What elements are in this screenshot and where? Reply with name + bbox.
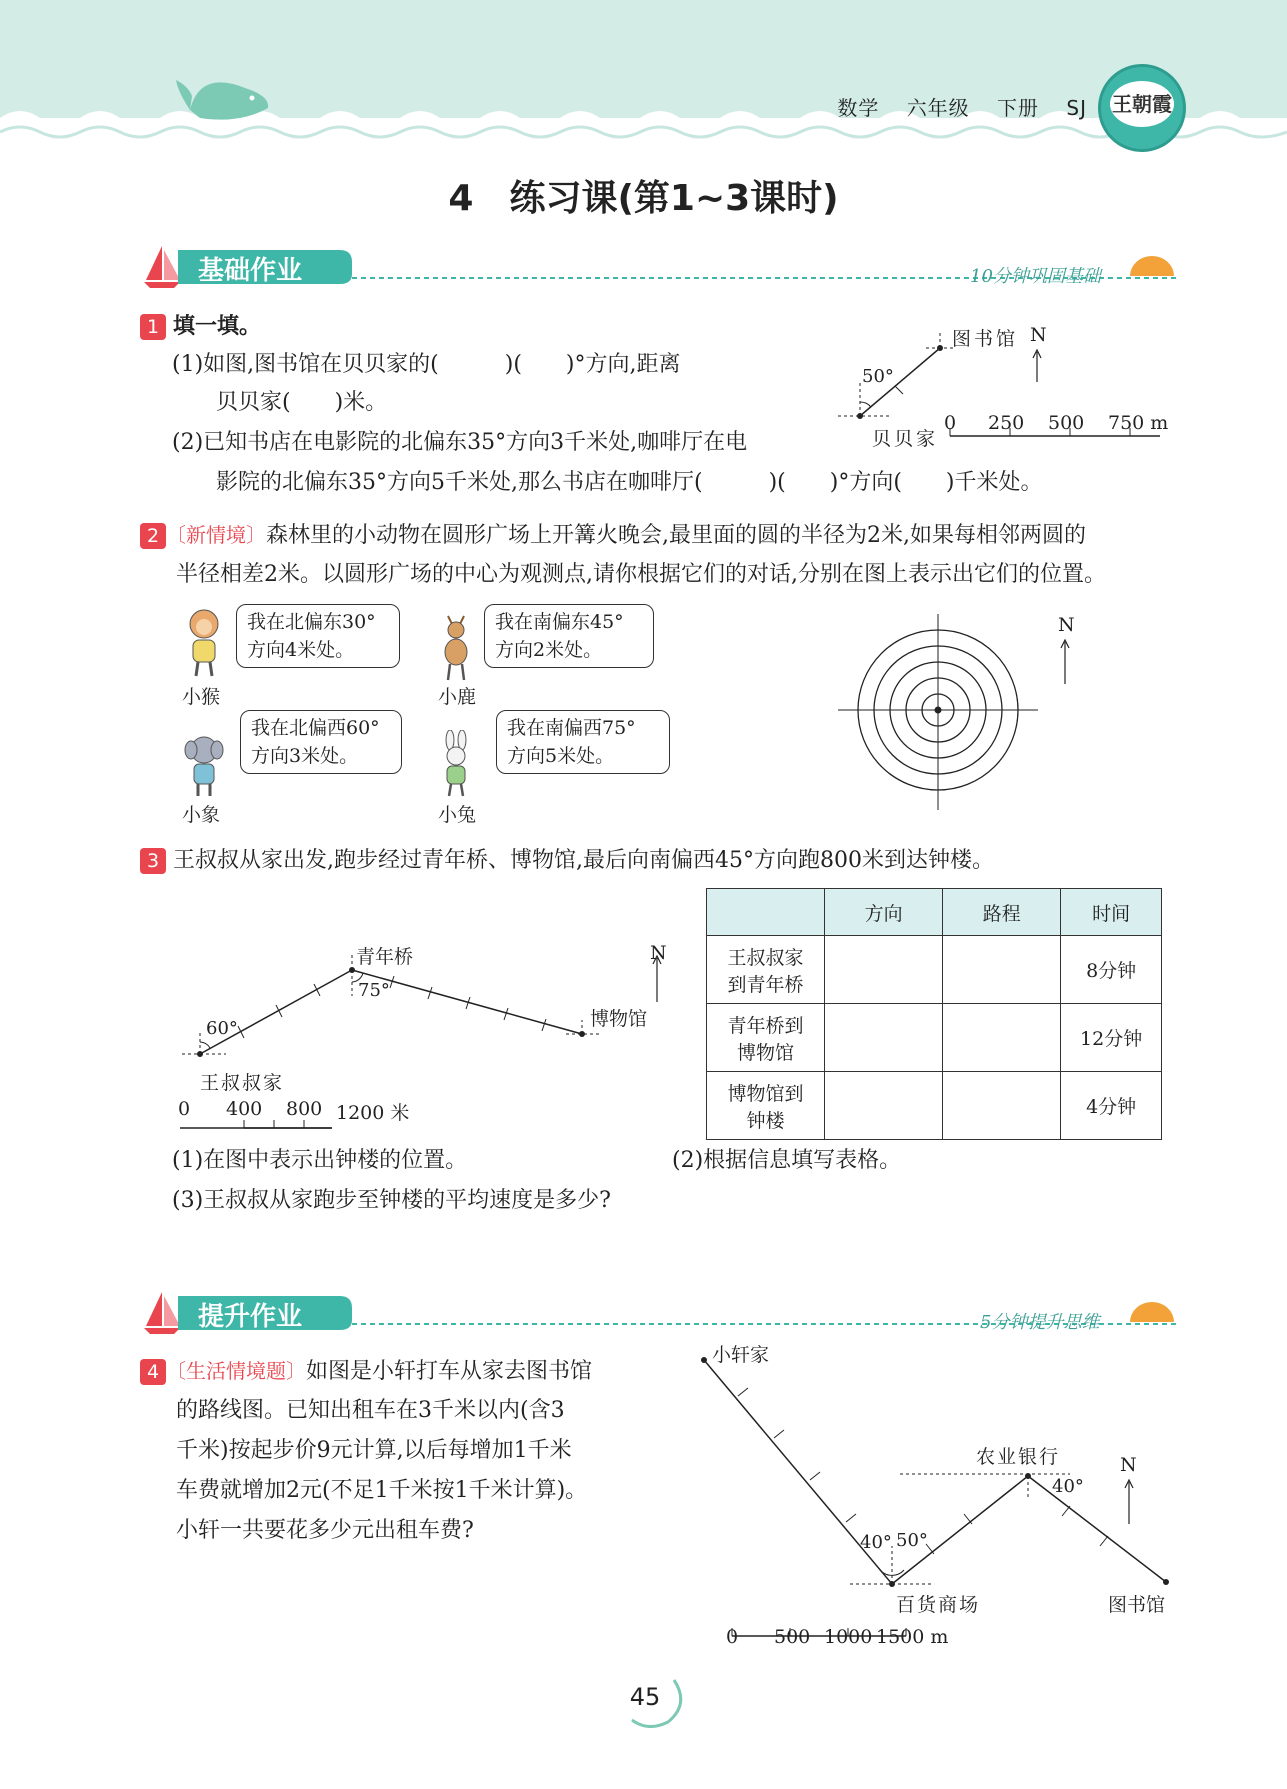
section-basic-label: 基础作业 <box>198 256 303 286</box>
table-cell-distance[interactable] <box>943 1004 1061 1072</box>
table-cell-direction[interactable] <box>825 1004 943 1072</box>
sun-icon <box>1130 1302 1174 1322</box>
q1-scale-250: 250 <box>988 412 1025 434</box>
row-label-line1: 博物馆到 <box>727 1082 804 1105</box>
rabbit-label: 小兔 <box>438 804 477 826</box>
table-row <box>707 1004 1162 1072</box>
q4-angle-c: 40° <box>1052 1476 1084 1497</box>
row-label-line2: 到青年桥 <box>727 973 804 996</box>
table-cell-direction[interactable] <box>825 1072 943 1140</box>
q1-prompt: 填一填。 <box>173 314 262 339</box>
elephant-label: 小象 <box>182 804 221 826</box>
table-row-label <box>707 1072 825 1140</box>
monkey-line1: 我在北偏东30° <box>247 611 376 633</box>
q1-scale-0: 0 <box>944 412 957 434</box>
volume-label: 下册 <box>997 96 1040 120</box>
logo-text: 王朝霞 <box>1110 81 1174 127</box>
q4-label-bank: 农业银行 <box>976 1446 1061 1468</box>
edition-label: SJ <box>1066 96 1087 120</box>
header-band <box>0 0 1287 150</box>
elephant-icon <box>184 734 224 798</box>
rabbit-line1: 我在南偏西75° <box>507 717 636 739</box>
table-cell-time: 12分钟 <box>1061 1004 1162 1072</box>
q1-part2-line1: (2)已知书店在电影院的北偏东35°方向3千米处,咖啡厅在电 <box>172 430 748 455</box>
q4-text-1: 如图是小轩打车从家去图书馆 <box>306 1359 593 1384</box>
rabbit-icon <box>436 730 476 798</box>
q1-scale-750: 750 m <box>1108 412 1169 434</box>
q1-part1-line2: 贝贝家( )米。 <box>216 390 388 415</box>
q4-text-3: 千米)按起步价9元计算,以后每增加1千米 <box>176 1438 572 1463</box>
q1-label-origin: 贝贝家 <box>872 428 939 450</box>
brand-logo <box>1098 64 1186 152</box>
deer-bubble <box>484 604 654 668</box>
q3-label-bridge: 青年桥 <box>356 946 414 968</box>
table-cell-distance[interactable] <box>943 936 1061 1004</box>
q3-scale-0: 0 <box>178 1098 191 1120</box>
q4-label-library: 图书馆 <box>1108 1594 1166 1616</box>
q4-scale-1500: 1500 m <box>876 1626 949 1648</box>
q3-scale-400: 400 <box>226 1098 263 1120</box>
row-label-line2: 钟楼 <box>746 1109 785 1132</box>
q3-sub3: (3)王叔叔从家跑步至钟楼的平均速度是多少? <box>172 1188 611 1213</box>
q1-heading <box>140 308 261 346</box>
table-row <box>707 936 1162 1004</box>
section-basic-tag: 10分钟巩固基础 <box>970 266 1101 287</box>
table-row <box>707 1072 1162 1140</box>
sun-icon <box>1130 256 1174 276</box>
q4-context: 〔生活情境题〕 <box>166 1359 306 1383</box>
concentric-circles-diagram <box>836 610 1056 820</box>
q1-scale-500: 500 <box>1048 412 1085 434</box>
table-cell-time: 4分钟 <box>1061 1072 1162 1140</box>
monkey-line2: 方向4米处。 <box>247 639 355 661</box>
q4-scale-500: 500 <box>774 1626 811 1648</box>
q4-scale-1000: 1000 <box>824 1626 873 1648</box>
q1-label-angle: 50° <box>862 366 894 387</box>
q4-number: 4 <box>140 1359 166 1385</box>
q1-label-library: 图书馆 <box>952 328 1019 350</box>
elephant-line1: 我在北偏西60° <box>251 717 380 739</box>
row-label-line1: 青年桥到 <box>727 1014 804 1037</box>
deer-line1: 我在南偏东45° <box>495 611 624 633</box>
q3-sub2: (2)根据信息填写表格。 <box>672 1148 902 1173</box>
monkey-label: 小猴 <box>182 686 221 708</box>
q4-text-4: 车费就增加2元(不足1千米按1千米计算)。 <box>176 1478 588 1503</box>
table-header-distance: 路程 <box>943 889 1061 936</box>
q3-text: 王叔叔从家出发,跑步经过青年桥、博物馆,最后向南偏西45°方向跑800米到达钟楼。 <box>173 848 994 873</box>
section-advanced-tag: 5分钟提升思维 <box>980 1312 1100 1333</box>
monkey-icon <box>184 606 224 680</box>
q1-label-north: N <box>1030 324 1047 346</box>
q3-number: 3 <box>140 848 166 874</box>
q2-line1 <box>140 516 1086 555</box>
q4-label-store: 百货商场 <box>896 1594 981 1616</box>
q4-angle-a: 40° <box>860 1532 892 1553</box>
elephant-bubble <box>240 710 402 774</box>
q3-north-label: N <box>650 942 667 964</box>
elephant-line2: 方向3米处。 <box>251 745 359 767</box>
q4-line1 <box>140 1352 592 1391</box>
q1-part1-line1: (1)如图,图书馆在贝贝家的( )( )°方向,距离 <box>172 352 681 377</box>
q3-label-museum: 博物馆 <box>590 1008 648 1030</box>
subject-label: 数学 <box>837 96 880 120</box>
rabbit-bubble <box>496 710 670 774</box>
rabbit-line2: 方向5米处。 <box>507 745 615 767</box>
table-cell-direction[interactable] <box>825 936 943 1004</box>
q4-text-2: 的路线图。已知出租车在3千米以内(含3 <box>176 1398 565 1423</box>
q1-number: 1 <box>140 314 166 340</box>
q3-scale-1200: 1200 米 <box>336 1102 410 1124</box>
q3-angle-bridge: 75° <box>358 980 390 1001</box>
sailboat-icon <box>144 246 180 288</box>
table-header-time: 时间 <box>1061 889 1162 936</box>
table-cell-distance[interactable] <box>943 1072 1061 1140</box>
row-label-line1: 王叔叔家 <box>727 946 804 969</box>
q2-text-2: 半径相差2米。以圆形广场的中心为观测点,请你根据它们的对话,分别在图上表示出它们的位置。 <box>176 562 1106 587</box>
table-row-label <box>707 936 825 1004</box>
sailboat-icon <box>144 1292 180 1334</box>
q3-sub1: (1)在图中表示出钟楼的位置。 <box>172 1148 468 1173</box>
monkey-bubble <box>236 604 400 668</box>
q2-number: 2 <box>140 523 166 549</box>
section-advanced-label: 提升作业 <box>198 1302 303 1332</box>
table-cell-time: 8分钟 <box>1061 936 1162 1004</box>
deer-label: 小鹿 <box>438 686 477 708</box>
table-header-row <box>707 889 1162 936</box>
q4-north-label: N <box>1120 1454 1137 1476</box>
table-header-blank <box>707 889 825 936</box>
north-arrow-icon <box>1033 350 1041 382</box>
q1-part2-line2: 影院的北偏东35°方向5千米处,那么书店在咖啡厅( )( )°方向( )千米处。 <box>216 470 1043 495</box>
page-title: 4 练习课(第1~3课时) <box>448 178 839 219</box>
table-row-label <box>707 1004 825 1072</box>
deer-line2: 方向2米处。 <box>495 639 603 661</box>
grade-label: 六年级 <box>906 96 970 120</box>
row-label-line2: 博物馆 <box>737 1041 795 1064</box>
q2-text-1: 森林里的小动物在圆形广场上开篝火晚会,最里面的圆的半径为2米,如果每相邻两圆的 <box>266 523 1086 548</box>
q3-label-home: 王叔叔家 <box>200 1072 285 1094</box>
page-number: 45 <box>629 1683 661 1711</box>
q3-scale-800: 800 <box>286 1098 323 1120</box>
q2-north-arrow-icon <box>1058 636 1072 686</box>
q2-north-label: N <box>1058 614 1075 636</box>
q4-north-arrow-icon <box>1122 1476 1136 1526</box>
q3-angle-home: 60° <box>206 1018 238 1039</box>
q4-text-5: 小轩一共要花多少元出租车费? <box>176 1518 474 1543</box>
deer-icon <box>436 610 476 682</box>
q3-table <box>706 888 1162 1140</box>
q4-angle-b: 50° <box>896 1530 928 1551</box>
q3-line <box>140 842 994 880</box>
header-meta <box>817 92 1087 121</box>
q4-scale-0: 0 <box>726 1626 739 1648</box>
q4-label-home: 小轩家 <box>712 1344 770 1366</box>
table-header-direction: 方向 <box>825 889 943 936</box>
q2-context: 〔新情境〕 <box>166 523 266 547</box>
